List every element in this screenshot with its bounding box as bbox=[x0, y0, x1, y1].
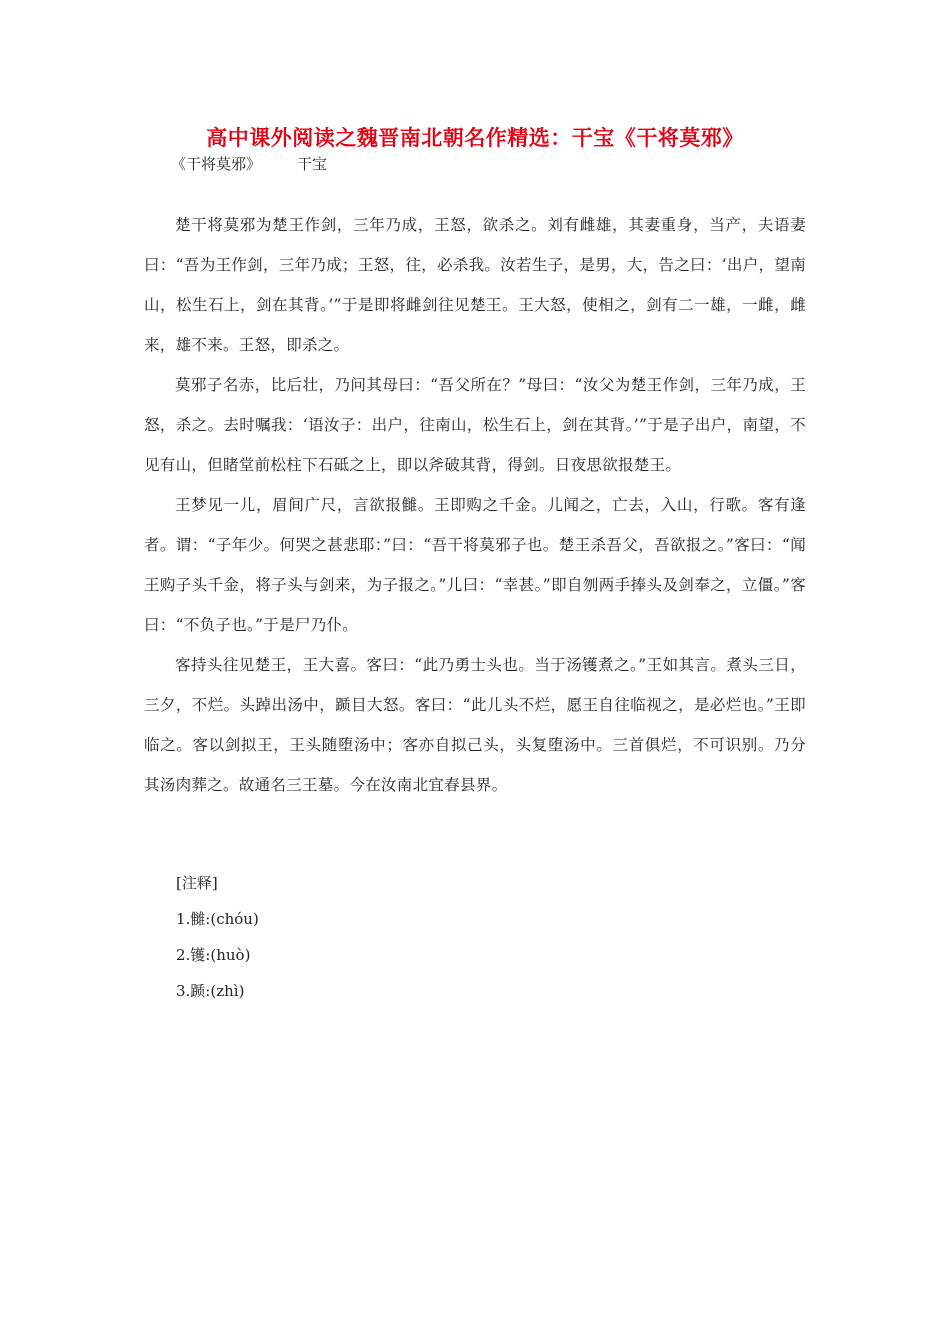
note-item-1: 1.雠:(chóu) bbox=[176, 910, 259, 928]
document-title: 高中课外阅读之魏晋南北朝名作精选：干宝《干将莫邪》 bbox=[206, 125, 744, 150]
notes-section bbox=[176, 872, 259, 1016]
paragraph-1: 楚干将莫邪为楚王作剑，三年乃成，王怒，欲杀之。刘有雌雄，其妻重身，当产，夫语妻曰：“吾为王作剑，三年乃成；王怒，往，必杀我。汝若生子，是男，大，告之曰：‘出户，望南山，松生石上，剑在其背。’”于是即将雌剑往见楚王。王大怒，使相之，剑有二一雄，一雌，雌来，雄不来。王怒，即杀之。 bbox=[144, 216, 806, 354]
paragraph-3: 王梦见一儿，眉间广尺，言欲报雠。王即购之千金。儿闻之，亡去，入山，行歌。客有逢者。谓：“子年少。何哭之甚悲耶：”曰：“吾干将莫邪子也。楚王杀吾父，吾欲报之。”客曰：“闻王购子头千金，将子头与剑来，为子报之。”儿曰：“幸甚。”即自刎两手捧头及剑奉之，立僵。”客曰：“不负子也。”于是尸乃仆。 bbox=[144, 496, 806, 634]
subtitle bbox=[171, 153, 327, 174]
paragraph-2: 莫邪子名赤，比后壮，乃问其母曰：“吾父所在？”母曰：“汝父为楚王作剑，三年乃成，王怒，杀之。去时嘱我：‘语汝子：出户，往南山，松生石上，剑在其背。’”于是子出户，南望，不见有山，但睹堂前松柱下石砥之上，即以斧破其背，得剑。日夜思欲报楚王。 bbox=[144, 376, 806, 474]
body-text bbox=[144, 205, 806, 805]
note-item-3: 3.踬:(zhì) bbox=[176, 982, 245, 1000]
subtitle-work: 《干将莫邪》 bbox=[171, 155, 262, 173]
notes-heading: [注释] bbox=[176, 874, 218, 892]
note-item-2: 2.镬:(huò) bbox=[176, 946, 251, 964]
paragraph-4: 客持头往见楚王，王大喜。客曰：“此乃勇士头也。当于汤镬煮之。”王如其言。煮头三日，三夕，不烂。头踔出汤中，踬目大怒。客曰：“此儿头不烂，愿王自往临视之，是必烂也。”王即临之。客以剑拟王，王头随堕汤中；客亦自拟己头，头复堕汤中。三首俱烂，不可识别。乃分其汤肉葬之。故通名三王墓。今在汝南北宜春县界。 bbox=[144, 656, 806, 794]
subtitle-author: 干宝 bbox=[297, 155, 328, 173]
